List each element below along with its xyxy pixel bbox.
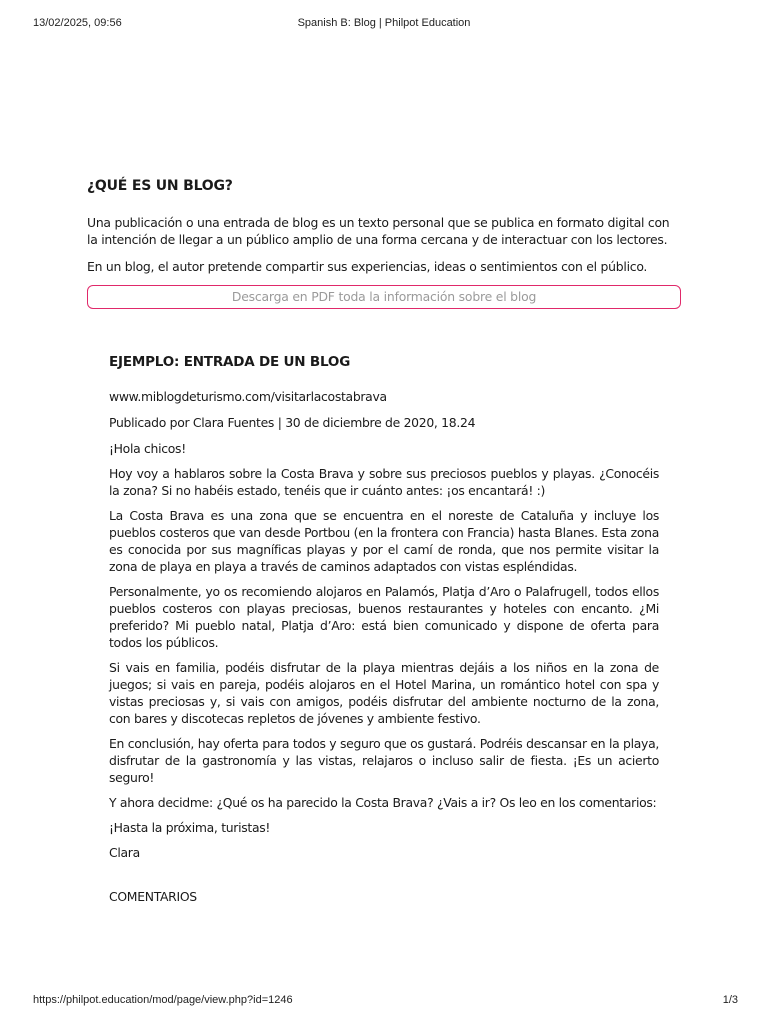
section-heading: ¿QUÉ ES UN BLOG? — [87, 178, 233, 194]
blog-paragraph: ¡Hasta la próxima, turistas! — [109, 820, 271, 835]
blog-paragraph: Si vais en familia, podéis disfrutar de la playa mientras dejáis a los niños en la zona de juegos; si vais en pareja, podéis alojaros en el Hotel Marina, un romántico hotel con spa y vistas preciosas y, si vais con amigos, podéis disfrutar del ambiente nocturno de la zona, con bares y discotecas repletos de jóvenes y ambiente festivo. — [109, 660, 659, 726]
blog-paragraph: Y ahora decidme: ¿Qué os ha parecido la Costa Brava? ¿Vais a ir? Os leo en los comentarios: — [109, 795, 657, 810]
example-heading: EJEMPLO: ENTRADA DE UN BLOG — [109, 354, 351, 370]
page-count: 1/3 — [722, 994, 738, 1006]
blog-paragraph: Hoy voy a hablaros sobre la Costa Brava y sobre sus preciosos pueblos y playas. ¿Conocéis la zona? Si no habéis estado, tenéis que ir cuánto antes: ¡os encantará! :) — [109, 466, 659, 498]
blog-info-section — [87, 178, 683, 309]
blog-byline: Publicado por Clara Fuentes | 30 de diciembre de 2020, 18.24 — [109, 415, 476, 430]
intro-paragraph: En un blog, el autor pretende compartir sus experiencias, ideas o sentimientos con el público. — [87, 259, 648, 274]
blog-url: www.miblogdeturismo.com/visitarlacostabrava — [109, 389, 387, 404]
print-page-title: Spanish B: Blog | Philpot Education — [297, 17, 471, 29]
blog-paragraph: En conclusión, hay oferta para todos y seguro que os gustará. Podréis descansar en la playa, disfrutar de la gastronomía y las vistas, relajaros o incluso salir de fiesta. ¡Es un acierto seguro! — [109, 736, 659, 785]
example-blog-entry — [109, 354, 659, 904]
blog-paragraph: ¡Hola chicos! — [109, 441, 186, 456]
intro-text — [87, 214, 683, 275]
blog-signature: Clara — [109, 845, 140, 860]
print-datetime: 13/02/2025, 09:56 — [33, 17, 122, 29]
blog-paragraph: Personalmente, yo os recomiendo alojaros en Palamós, Platja d’Aro o Palafrugell, todos ellos pueblos costeros con playas preciosas, buenos restaurantes y hoteles con encanto. ¿Mi preferido? Mi pueblo natal, Platja d’Aro: está bien comunicado y dispone de oferta para todos los públicos. — [109, 584, 659, 650]
blog-paragraph: La Costa Brava es una zona que se encuentra en el noreste de Cataluña y incluye los pueblos costeros que van desde Portbou (en la frontera con Francia) hasta Blanes. Esta zona es conocida por sus magníficas playas y por el camí de ronda, que nos permite visitar la zona de playa en playa a través de caminos adaptados con vistas espléndidas. — [109, 508, 659, 574]
print-url: https://philpot.education/mod/page/view.php?id=1246 — [33, 994, 293, 1006]
print-header — [0, 17, 768, 31]
comments-label: COMENTARIOS — [109, 889, 197, 904]
intro-paragraph: Una publicación o una entrada de blog es un texto personal que se publica en formato digital con la intención de llegar a un público amplio de una forma cercana y de interactuar con los lectores. — [87, 215, 670, 247]
download-pdf-button[interactable]: Descarga en PDF toda la información sobre el blog — [87, 285, 681, 309]
print-footer — [0, 994, 768, 1008]
